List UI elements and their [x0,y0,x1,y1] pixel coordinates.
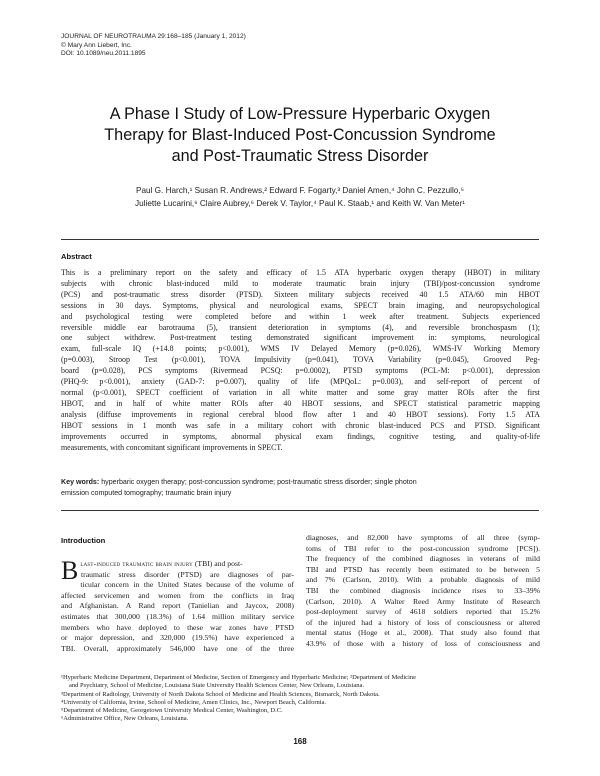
affiliation-footnotes [61,674,541,724]
intro-smallcaps: last-induced traumatic brain injury [80,559,193,568]
abstract-line: reversible middle ear barotrauma (5), transient deterioration in symptoms (4), and reversible bronchospasm (1); [61,322,540,332]
keywords-text: hyperbaric oxygen therapy; post-concussion syndrome; post-traumatic stress disorder; single photon [99,478,417,486]
abstract-top-rule [61,239,539,240]
article-title [40,104,560,167]
abstract-line: analysis (diffuse improvements in regional cerebral blood flow after 1 and 40 HBOT sessions). Forty 1.5 ATA [61,409,540,419]
abstract-line: board (p=0.028), PCS symptoms (Rivermead PCSQ: p=0.0002), PTSD symptoms (PCL-M: p<0.001), depression [61,366,540,376]
page-number: 168 [293,737,307,746]
footnote-line: and Psychiatry, School of Medicine, Louisiana State University Health Sciences Center, New Orleans, Louisiana. [69,682,364,690]
body-line: traumatic stress disorder (PTSD) are diagnoses of par- [81,569,294,579]
title-line: A Phase I Study of Low-Pressure Hyperbaric Oxygen [109,105,491,123]
journal-header [61,33,361,59]
body-line: diagnoses, and 82,000 have symptoms of all three (symp- [306,533,540,542]
abstract-line: HBOT sessions in 1 month was safe in a military cohort with chronic blast-induced PCS and PTSD. Significant [61,420,540,430]
copyright-line: © Mary Ann Liebert, Inc. [61,41,132,49]
journal-citation: JOURNAL OF NEUROTRAUMA 29:168–185 (January 1, 2012) [61,33,246,40]
abstract-line: one subject withdrew. Post-treatment testing demonstrated significant improvement in: symptoms, neurological [61,333,540,343]
body-line: and 7% (Carlson, 2010). With a probable diagnosis of mild [306,575,540,585]
footnote-line: ³Department of Radiology, University of North Dakota School of Medicine and Health Sciences, Bismarck, North Dakota. [61,690,380,698]
abstract-line: (PHQ-9: p<0.001), anxiety (GAD-7: p=0.007), quality of life (MPQoL: p=0.003), and self-report of percent of [61,377,540,387]
abstract-line: normal (p<0.001), SPECT coefficient of variation in all white matter and some gray matter ROIs after the first [61,387,540,397]
abstract-body [61,268,540,453]
introduction-column-left [61,556,294,654]
body-line: or major depression, and 320,000 (19.5%) have experienced a [61,633,294,643]
abstract-line: measurements, with concomitant significant improvements in SPECT. [61,442,283,452]
body-line: (Carlson, 2010). A Walter Reed Army Institute of Research [306,596,540,606]
footnote-line: ⁶Administrative Office, New Orleans, Louisiana. [61,715,189,723]
introduction-heading: Introduction [61,536,106,545]
body-line: ticular concern in the United States because of the volume of [80,580,294,590]
abstract-line: and psychological testing were completed before and within 1 week after treatment. Subjects experienced [61,311,540,321]
keywords-label: Key words: [61,478,100,486]
footnote-line: ⁴University of California, Irvine, School of Medicine, Amen Clinics, Inc., Newport Beach, California. [61,698,327,706]
footnote-line: ¹Hyperbaric Medicine Department, Department of Medicine, Section of Emergency and Hyperbaric Medicine; ²Department of Medicine [61,674,417,681]
abstract-line: (p=0.003), Stroop Test (p<0.001), TOVA Impulsivity (p=0.041), TOVA Variability (p=0.045), Grooved Peg- [61,355,540,365]
abstract-bottom-rule [61,510,539,511]
abstract-line: (PCS) and post-traumatic stress disorder (PTSD). Sixteen military subjects received 40 1.5 ATA/60 min HBOT [61,289,540,299]
body-line: TBI. Overall, approximately 546,000 have one of the three [61,643,294,653]
body-line: affected servicemen and women from the conflicts in Iraq [61,590,294,600]
drop-cap: B [61,556,79,585]
doi-line: DOI: 10.1089/neu.2011.1895 [61,50,146,58]
abstract-line: improvements occurred in symptoms, abnormal physical exam findings, cognitive testing, and quality-of-life [61,431,540,441]
abstract-line: exam, full-scale IQ (+14.8 points; p<0.001), WMS IV Delayed Memory (p=0.026), WMS-IV Working Memory [61,344,540,354]
abstract-heading: Abstract [61,252,92,261]
keywords-block [61,477,540,498]
body-line: post-deployment survey of 4618 soldiers reported that 15.2% [306,607,540,617]
author-line: Juliette Lucarini,⁶ Claire Aubrey,⁶ Derek V. Taylor,⁴ Paul K. Staab,¹ and Keith W. Van Meter¹ [135,198,465,208]
intro-first-line: (TBI) and post- [192,559,243,568]
body-line: mental status (Hoge et al., 2008). That study also found that [306,628,540,638]
title-line: and Post-Traumatic Stress Disorder [171,147,429,165]
body-line: 43.9% of those with a history of loss of consciousness and [306,638,540,648]
footnote-line: ⁵Department of Medicine, Georgetown University Medical Center, Washington, D.C. [61,707,283,715]
body-line: members who have deployed to these war zones have PTSD [61,622,294,632]
abstract-line: subjects with chronic blast-induced mild to moderate traumatic brain injury (TBI)/post-concussion syndrome [61,278,540,288]
abstract-line: This is a preliminary report on the safety and efficacy of 1.5 ATA hyperbaric oxygen therapy (HBOT) in military [61,268,540,277]
title-line: Therapy for Blast-Induced Post-Concussion Syndrome [104,126,496,144]
keywords-text: emission computed tomography; traumatic brain injury [61,488,232,497]
body-line: and Afghanistan. A Rand report (Tanielian and Jaycox, 2008) [61,601,294,611]
body-line: toms of TBI refer to the post-concussion syndrome [PCS]). [306,543,540,553]
body-line: TBI the combined diagnosis incidence rises to 33–39% [306,585,540,595]
body-line: of the injured had a history of loss of consciousness or altered [306,617,540,627]
author-line: Paul G. Harch,¹ Susan R. Andrews,² Edward F. Fogarty,³ Daniel Amen,⁴ John C. Pezzullo,⁵ [135,186,465,195]
author-list [40,185,560,210]
body-line: estimates that 300,000 (18.3%) of 1.64 million military service [61,611,294,621]
body-line: TBI and PTSD has recently been estimated to be between 5 [306,564,540,574]
abstract-line: sessions in 30 days. Symptoms, physical and neurological exams, SPECT brain imaging, and neuropsychological [61,300,540,310]
body-line: The frequency of the combined diagnoses in veterans of mild [306,554,540,564]
introduction-column-right [306,533,540,650]
abstract-line: HBOT, and in half of white matter ROIs after 40 HBOT sessions, and SPECT statistical parametric mapping [61,398,540,408]
